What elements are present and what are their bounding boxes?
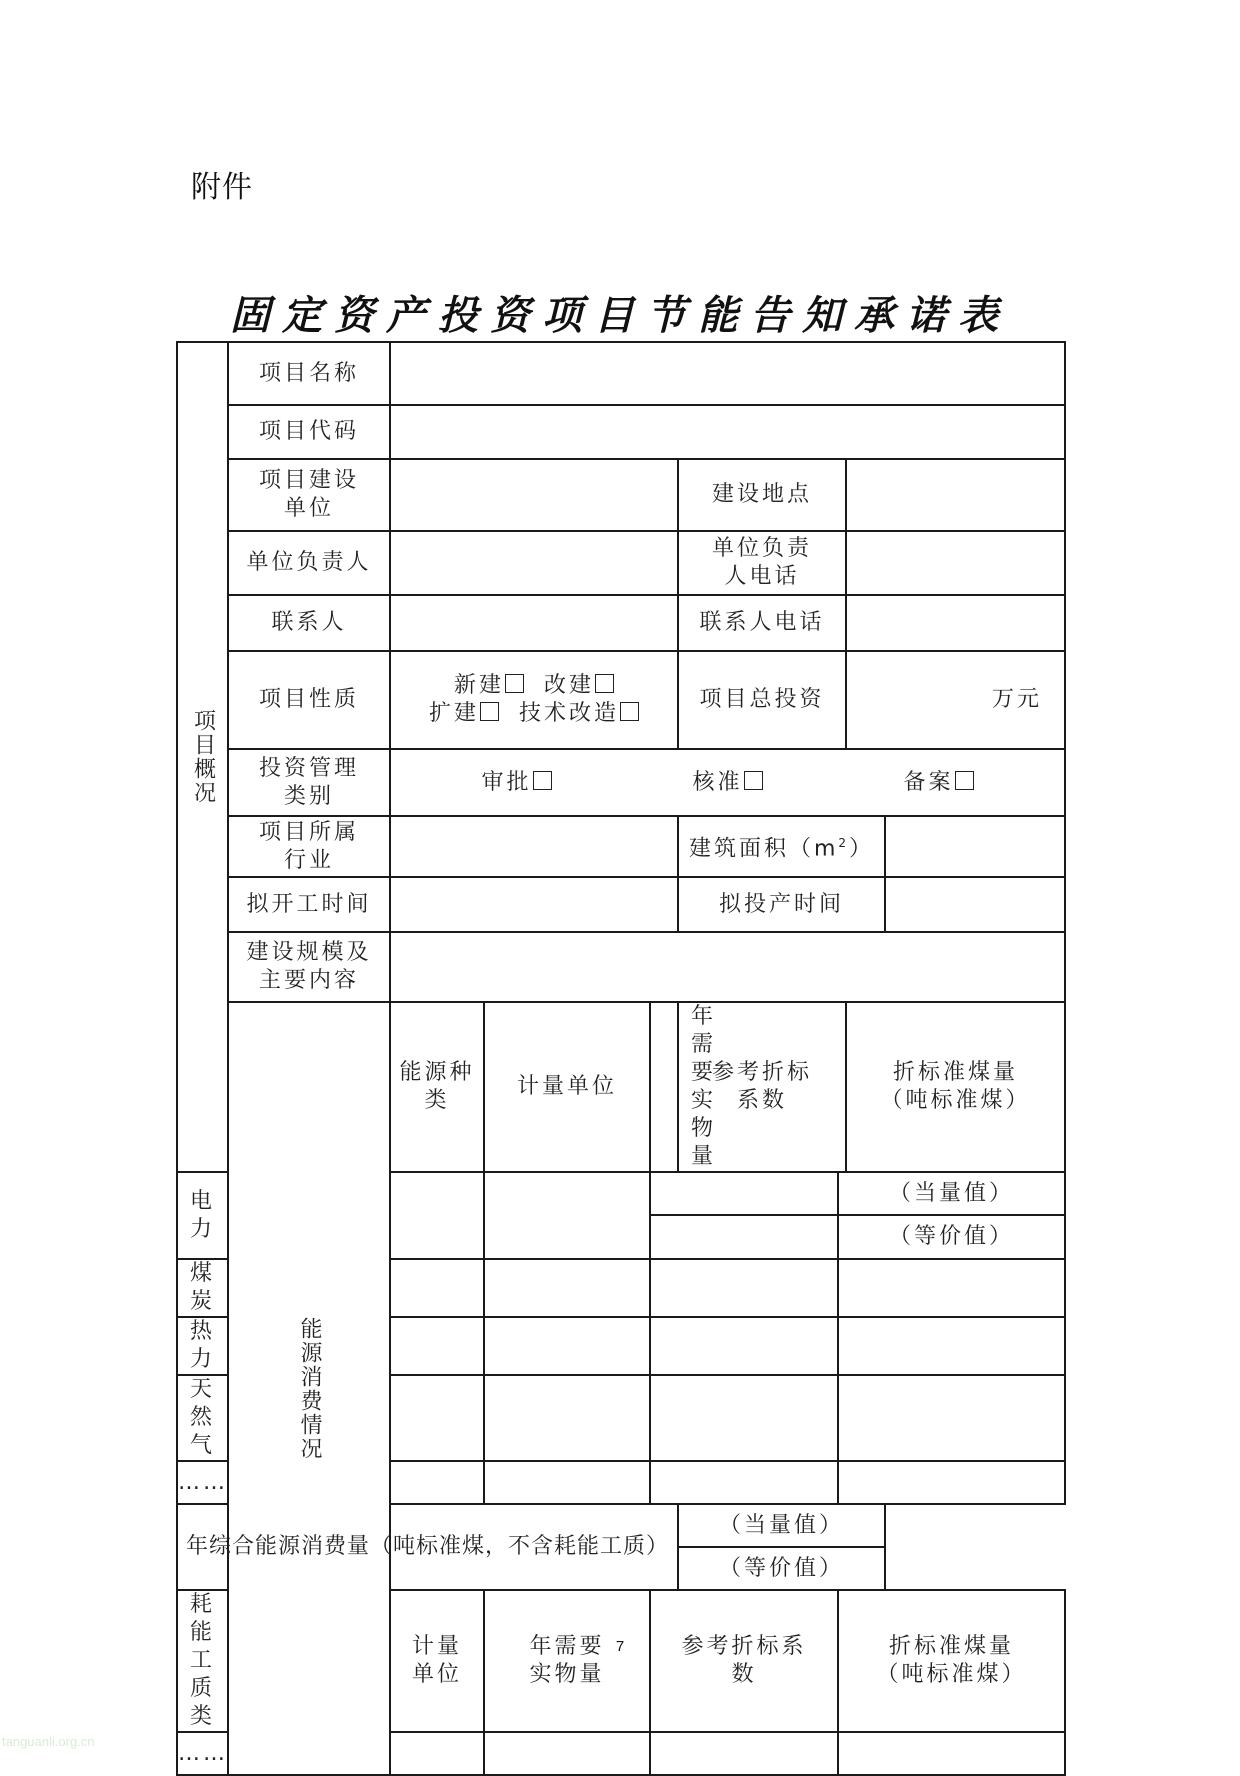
checkbox-icon[interactable] (505, 674, 524, 693)
field-project-code[interactable] (390, 405, 1065, 459)
label-equal-price-value: （等价值） (838, 1215, 1065, 1259)
header-medium-standard-coal: 折标准煤量（吨标准煤） (838, 1590, 1065, 1732)
field-floor-area[interactable] (885, 816, 1065, 877)
label-unit-leader-phone: 单位负责人电话 (678, 531, 846, 595)
field-more-coef[interactable] (650, 1461, 838, 1504)
field-medium-coef[interactable] (650, 1732, 838, 1775)
section-label-energy: 能源消费情况 (228, 1002, 390, 1775)
checkbox-icon[interactable] (955, 771, 974, 790)
option-verification[interactable]: 核准 (692, 769, 762, 797)
energy-row-heat: 热力 (177, 1317, 228, 1375)
field-gas-coef[interactable] (650, 1375, 838, 1461)
field-unit-leader[interactable] (390, 531, 678, 595)
field-unit-leader-phone[interactable] (846, 531, 1065, 595)
checkbox-icon[interactable] (620, 702, 639, 721)
field-electricity-quantity[interactable] (484, 1172, 650, 1259)
field-electricity-unit[interactable] (390, 1172, 484, 1259)
header-medium-type: 耗能工质类 (177, 1590, 228, 1732)
field-heat-coef[interactable] (650, 1317, 838, 1375)
management-options (390, 749, 1065, 816)
field-start-time[interactable] (390, 877, 678, 932)
label-management-category: 投资管理类别 (228, 749, 390, 816)
energy-row-more: …… (177, 1461, 228, 1504)
label-project-name: 项目名称 (228, 342, 390, 405)
field-contact[interactable] (390, 595, 678, 651)
label-contact-phone: 联系人电话 (678, 595, 846, 651)
field-more-standard[interactable] (838, 1461, 1065, 1504)
label-project-code: 项目代码 (228, 405, 390, 459)
field-production-time[interactable] (885, 877, 1065, 932)
field-heat-standard[interactable] (838, 1317, 1065, 1375)
label-industry: 项目所属行业 (228, 816, 390, 877)
field-annual-total-equivalent[interactable]: （当量值） (678, 1504, 885, 1547)
field-heat-unit[interactable] (390, 1317, 484, 1375)
option-filing[interactable]: 备案 (903, 769, 973, 797)
checkbox-icon[interactable] (595, 674, 614, 693)
field-total-investment[interactable] (846, 651, 1065, 749)
medium-row-more: …… (177, 1732, 228, 1775)
header-unit: 计量单位 (484, 1002, 650, 1172)
field-annual-total-equal-price[interactable]: （等价值） (678, 1547, 885, 1590)
field-medium-unit[interactable] (390, 1732, 484, 1775)
investment-unit: 万元 (992, 687, 1043, 712)
field-electricity-coef-equal-price[interactable] (650, 1215, 838, 1259)
field-build-site[interactable] (846, 459, 1065, 531)
label-start-time: 拟开工时间 (228, 877, 390, 932)
field-medium-quantity[interactable] (484, 1732, 650, 1775)
page-number: 7 (615, 1638, 625, 1655)
energy-row-coal: 煤炭 (177, 1259, 228, 1317)
field-gas-quantity[interactable] (484, 1375, 650, 1461)
header-standard-coal: 折标准煤量（吨标准煤） (846, 1002, 1065, 1172)
field-coal-unit[interactable] (390, 1259, 484, 1317)
option-new-build[interactable]: 新建 (454, 673, 524, 698)
section-label-overview: 项目概况 (177, 342, 228, 1172)
field-more-unit[interactable] (390, 1461, 484, 1504)
label-scale-content: 建设规模及主要内容 (228, 932, 390, 1002)
field-gas-unit[interactable] (390, 1375, 484, 1461)
field-gas-standard[interactable] (838, 1375, 1065, 1461)
option-rebuild[interactable]: 改建 (544, 673, 614, 698)
energy-row-electricity: 电力 (177, 1172, 228, 1259)
form-title: 固定资产投资项目节能告知承诺表 (230, 292, 1010, 339)
label-production-time: 拟投产时间 (678, 877, 885, 932)
watermark: tanguanli.org.cn (2, 1734, 95, 1749)
commitment-form-table (176, 341, 1066, 1776)
field-industry[interactable] (390, 816, 678, 877)
field-coal-quantity[interactable] (484, 1259, 650, 1317)
field-electricity-coef-equivalent[interactable] (650, 1172, 838, 1215)
header-medium-quantity: 年需要实物量 (484, 1590, 650, 1732)
label-floor-area: 建筑面积$(m^2)$ (678, 816, 885, 877)
header-medium-unit: 计量单位 (390, 1590, 484, 1732)
attachment-label: 附件 (191, 170, 253, 205)
field-project-name[interactable] (390, 342, 1065, 405)
option-tech-upgrade[interactable]: 技术改造 (519, 701, 639, 726)
field-scale-content[interactable] (390, 932, 1065, 1002)
field-medium-standard[interactable] (838, 1732, 1065, 1775)
label-total-investment: 项目总投资 (678, 651, 846, 749)
header-medium-coefficient: 参考折标系数 (650, 1590, 838, 1732)
field-builder-unit[interactable] (390, 459, 678, 531)
checkbox-icon[interactable] (480, 702, 499, 721)
label-equivalent-value: （当量值） (838, 1172, 1065, 1215)
label-builder-unit: 项目建设单位 (228, 459, 390, 531)
label-contact: 联系人 (228, 595, 390, 651)
energy-row-natural-gas: 天然气 (177, 1375, 228, 1461)
header-annual-quantity: 年需要实物量 (650, 1002, 678, 1172)
option-expand[interactable]: 扩建 (429, 701, 499, 726)
label-unit-leader: 单位负责人 (228, 531, 390, 595)
nature-options (390, 651, 678, 749)
label-build-site: 建设地点 (678, 459, 846, 531)
field-contact-phone[interactable] (846, 595, 1065, 651)
field-more-quantity[interactable] (484, 1461, 650, 1504)
field-heat-quantity[interactable] (484, 1317, 650, 1375)
header-energy-type: 能源种类 (390, 1002, 484, 1172)
checkbox-icon[interactable] (744, 771, 763, 790)
label-annual-total: 年综合能源消费量（吨标准煤，不含耗能工质） (177, 1504, 678, 1590)
field-coal-coef[interactable] (650, 1259, 838, 1317)
option-approval[interactable]: 审批 (481, 769, 551, 797)
checkbox-icon[interactable] (533, 771, 552, 790)
field-coal-standard[interactable] (838, 1259, 1065, 1317)
header-coefficient: 参考折标系数 (678, 1002, 846, 1172)
label-project-nature: 项目性质 (228, 651, 390, 749)
